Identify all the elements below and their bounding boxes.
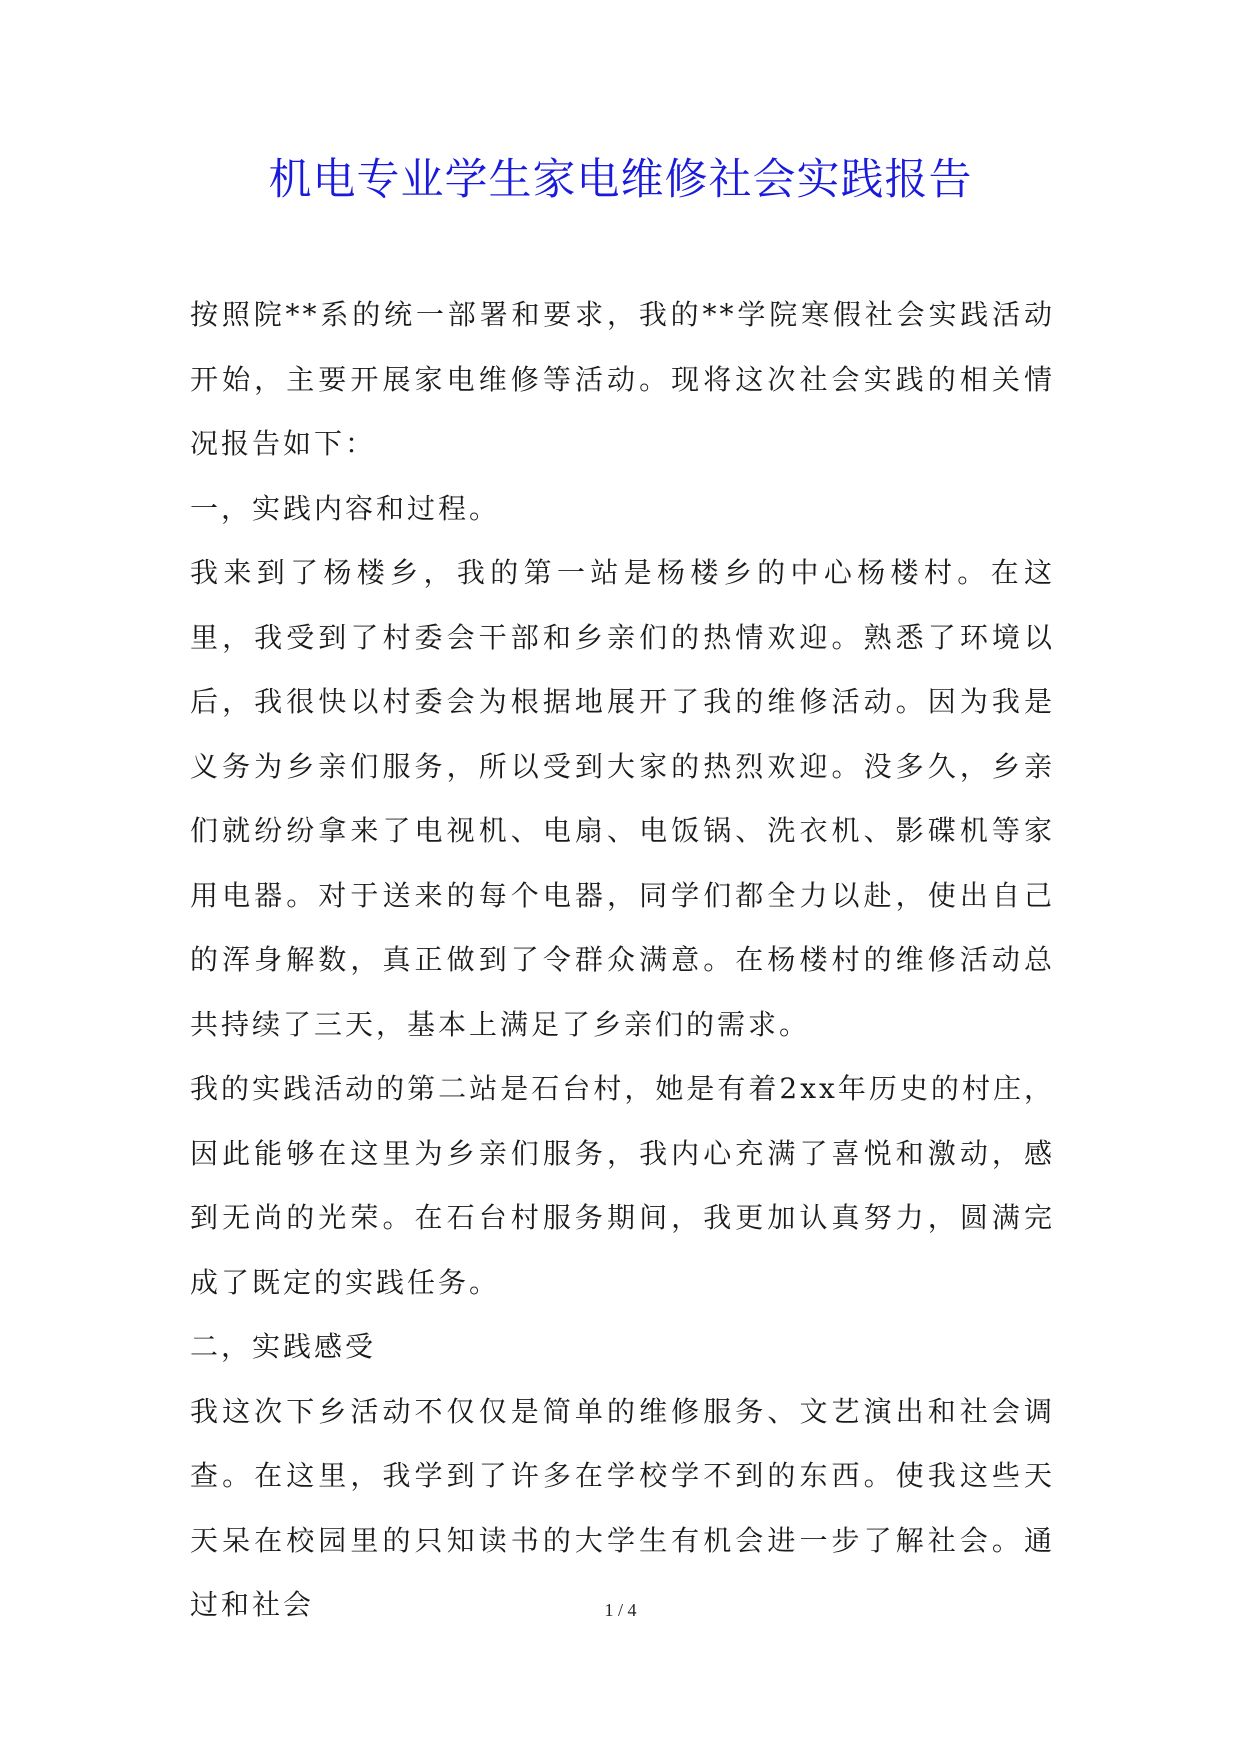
paragraph-second-stop: 我的实践活动的第二站是石台村，她是有着2xx年历史的村庄，因此能够在这里为乡亲们服务，我内心充满了喜悦和激动，感到无尚的光荣。在石台村服务期间，我更加认真努力，圆满完成了既定的实践任务。 bbox=[190, 1072, 1055, 1299]
page-title: 机电专业学生家电维修社会实践报告 bbox=[268, 155, 973, 205]
paragraph-first-stop: 我来到了杨楼乡，我的第一站是杨楼乡的中心杨楼村。在这里，我受到了村委会干部和乡亲们的热情欢迎。熟悉了环境以后，我很快以村委会为根据地展开了我的维修活动。因为我是义务为乡亲们服务，所以受到大家的热烈欢迎。没多久，乡亲们就纷纷拿来了电视机、电扇、电饭锅、洗衣机、影碟机等家用电器。对于送来的每个电器，同学们都全力以赴，使出自己的浑身解数，真正做到了令群众满意。在杨楼村的维修活动总共持续了三天，基本上满足了乡亲们的需求。 bbox=[190, 556, 1055, 1041]
section-heading-1: 一，实践内容和过程。 bbox=[190, 491, 501, 525]
paragraph-feelings: 我这次下乡活动不仅仅是简单的维修服务、文艺演出和社会调查。在这里，我学到了许多在学校学不到的东西。使我这些天天呆在校园里的只知读书的大学生有机会进一步了解社会。通过和社会 bbox=[190, 1394, 1055, 1621]
section-heading-2: 二，实践感受 bbox=[190, 1330, 377, 1363]
page-number: 1 / 4 bbox=[604, 1600, 637, 1620]
paragraph-intro: 按照院**系的统一部署和要求，我的**学院寒假社会实践活动开始，主要开展家电维修等活动。现将这次社会实践的相关情况报告如下： bbox=[190, 298, 1055, 460]
document-body bbox=[190, 283, 1055, 1638]
